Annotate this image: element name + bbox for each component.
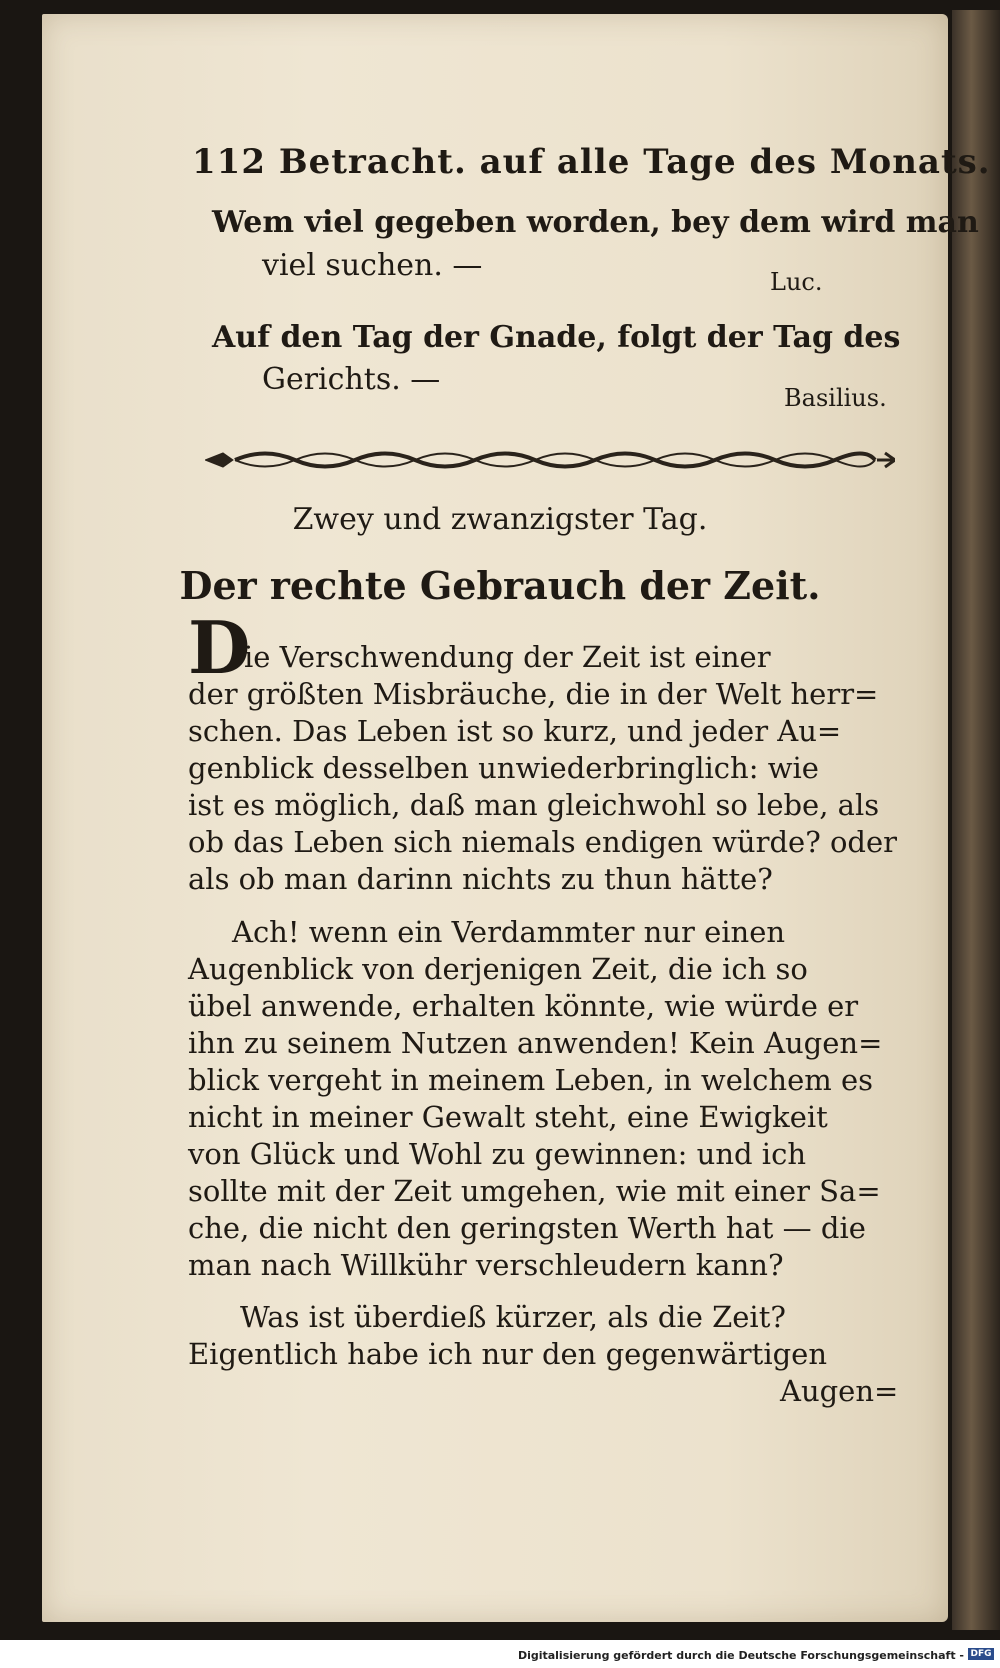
body-line: che, die nicht den geringsten Werth hat — die bbox=[188, 1211, 866, 1245]
body-line: ihn zu seinem Nutzen anwenden! Kein Augen= bbox=[188, 1026, 883, 1060]
quote-2-line-1: Auf den Tag der Gnade, folgt der Tag des bbox=[212, 320, 901, 355]
running-header bbox=[192, 142, 991, 182]
quote-1-line-1: Wem viel gegeben worden, bey dem wird man bbox=[212, 205, 979, 240]
body-line: Was ist überdieß kürzer, als die Zeit? bbox=[240, 1300, 786, 1334]
body-line: nicht in meiner Gewalt steht, eine Ewigkeit bbox=[188, 1100, 828, 1134]
page-number: 112 bbox=[192, 142, 266, 182]
body-line: Eigentlich habe ich nur den gegenwärtigen bbox=[188, 1337, 828, 1371]
body-line: ist es möglich, daß man gleichwohl so lebe, als bbox=[188, 788, 880, 822]
body-line: der größten Misbräuche, die in der Welt herr= bbox=[188, 677, 879, 711]
body-line: schen. Das Leben ist so kurz, und jeder Au= bbox=[188, 714, 842, 748]
body-line: sollte mit der Zeit umgehen, wie mit einer Sa= bbox=[188, 1174, 881, 1208]
body-line: Ach! wenn ein Verdammter nur einen bbox=[232, 915, 786, 949]
chapter-title: Der rechte Gebrauch der Zeit. bbox=[179, 563, 821, 608]
body-line: ie Verschwendung der Zeit ist einer bbox=[244, 640, 771, 674]
quote-1-line-2: viel suchen. — bbox=[262, 248, 483, 283]
book-edge bbox=[952, 10, 1000, 1630]
body-line: man nach Willkühr verschleudern kann? bbox=[188, 1248, 784, 1282]
footer-credit: Digitalisierung gefördert durch die Deutsche Forschungsgemeinschaft - bbox=[517, 1649, 964, 1662]
running-title: Betracht. auf alle Tage des Monats. bbox=[278, 142, 991, 182]
dfg-logo: DFG bbox=[968, 1648, 994, 1660]
quote-2-source: Basilius. bbox=[784, 384, 887, 412]
body-line: genblick desselben unwiederbringlich: wie bbox=[188, 751, 819, 785]
quote-1-source: Luc. bbox=[770, 268, 823, 296]
quote-2-line-2: Gerichts. — bbox=[262, 362, 441, 397]
body-line: als ob man darinn nichts zu thun hätte? bbox=[188, 862, 773, 896]
body-line: Augenblick von derjenigen Zeit, die ich so bbox=[188, 952, 808, 986]
day-title: Zwey und zwanzigster Tag. bbox=[292, 502, 708, 537]
body-line: von Glück und Wohl zu gewinnen: und ich bbox=[188, 1137, 807, 1171]
body-line: übel anwende, erhalten könnte, wie würde er bbox=[188, 989, 859, 1023]
body-line: ob das Leben sich niemals endigen würde? oder bbox=[188, 825, 898, 859]
body-line: blick vergeht in meinem Leben, in welchem es bbox=[188, 1063, 874, 1097]
drop-cap: D bbox=[188, 605, 251, 690]
catchword: Augen= bbox=[780, 1374, 899, 1408]
ornamental-divider bbox=[205, 447, 895, 473]
